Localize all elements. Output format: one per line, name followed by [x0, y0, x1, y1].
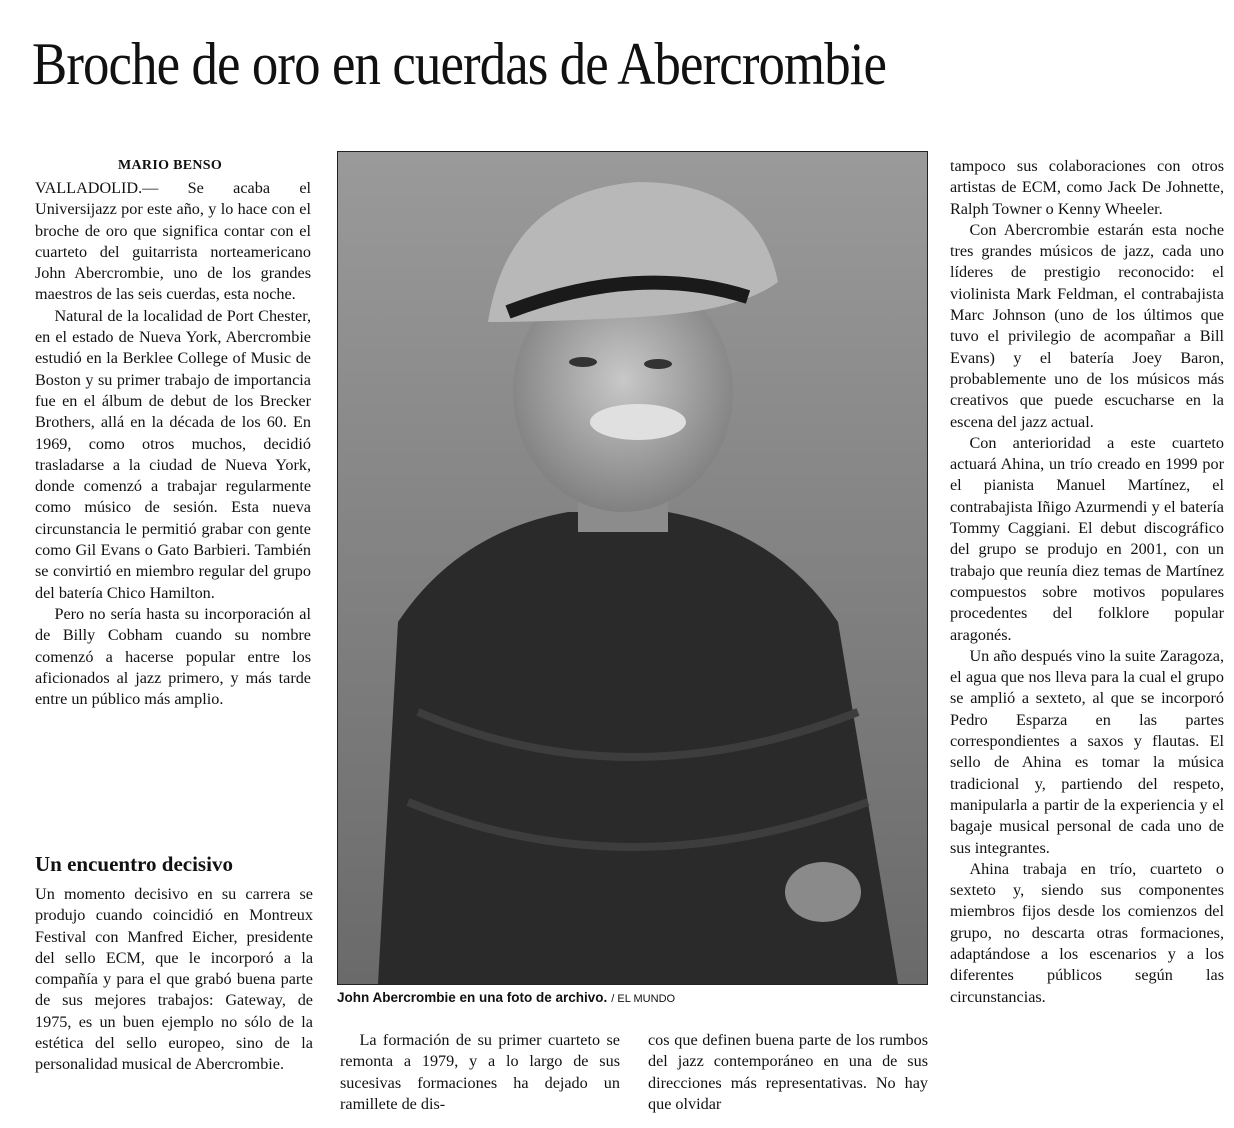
paragraph: Un año después vino la suite Zaragoza, el agua que nos lleva para la cual el grupo se amplió a sexteto, al que se incorporó Pedro Esparza en las partes correspondientes a saxos y flautas. El sello de Ahina es tomar la música tradicional y, partiendo del respeto, manipularla a partir de la experiencia y el bagaje musical personal de cada uno de sus integrantes. — [950, 646, 1224, 857]
photo-credit: / EL MUNDO — [611, 993, 676, 1005]
subheading: Un encuentro decisivo — [35, 852, 233, 876]
paragraph: tampoco sus colaboraciones con otros artistas de ECM, como Jack De Johnette, Ralph Towner o Kenny Wheeler. — [950, 157, 1224, 218]
headline: Broche de oro en cuerdas de Abercrombie — [32, 31, 887, 97]
paragraph: Un momento decisivo en su carrera se produjo cuando coincidió en Montreux Festival con Manfred Eicher, presidente del sello ECM, que le incorporó a la compañía y para el que grabó buena parte de sus mejores trabajos: Gateway, de 1975, es un buen ejemplo no sólo de la estética del sello europeo, sino de la personalidad musical de Abercrombie. — [35, 885, 313, 1074]
paragraph: cos que definen buena parte de los rumbos del jazz contemporáneo en una de sus direcciones más representativas. No hay que olvidar — [648, 1031, 928, 1113]
paragraph: Con anterioridad a este cuarteto actuará Ahina, un trío creado en 1999 por el pianista Manuel Martínez, el contrabajista Iñigo Azurmendi y el batería Tommy Caggiani. El debut discográfico del grupo se produjo en 2001, con un trabajo que reunía diez temas de Martínez compuestos sobre motivos populares procedentes del folklore popular aragonés. — [950, 433, 1224, 644]
column-1 — [35, 178, 311, 710]
paragraph-text: Se acaba el Universijazz por este año, y lo hace con el broche de oro que significa contar con el cuarteto del guitarrista norteamericano John Abercrombie, uno de los grandes maestros de las seis cuerdas, esta noche. — [35, 179, 312, 304]
dateline: VALLADOLID.— — [35, 179, 159, 197]
paragraph: Ahina trabaja en trío, cuarteto o sexteto y, siendo sus componentes miembros fijos desde los comienzos del grupo, no descarta otras formaciones, adaptándose a los escenarios y a los diferentes públicos según las circunstancias. — [950, 859, 1224, 1006]
caption-text: John Abercrombie en una foto de archivo. — [337, 990, 608, 1005]
column-1-continued — [35, 884, 313, 1076]
paragraph — [35, 178, 311, 306]
paragraph: Pero no sería hasta su incorporación al de Billy Cobham cuando su nombre comenzó a hacerse popular entre los aficionados al jazz primero, y más tarde entre un público más amplio. — [35, 604, 311, 709]
paragraph: La formación de su primer cuarteto se remonta a 1979, y a lo largo de sus sucesivas formaciones ha dejado un ramillete de dis- — [340, 1031, 620, 1113]
photo-caption — [337, 990, 927, 1005]
paragraph: Natural de la localidad de Port Chester, en el estado de Nueva York, Abercrombie estudió en la Berklee College of Music de Boston y su primer trabajo de importancia fue en el álbum de debut de los Brecker Brothers, allá en la década de los 60. En 1969, como otros muchos, decidió trasladarse a la ciudad de Nueva York, donde comenzó a trabajar regularmente como músico de sesión. Esta nueva circunstancia le permitió grabar con gente como Gil Evans o Gato Barbieri. También se convirtió en miembro regular del grupo del batería Chico Hamilton. — [35, 306, 311, 602]
column-2 — [340, 1030, 620, 1115]
byline: MARIO BENSO — [118, 158, 223, 173]
paragraph: Con Abercrombie estarán esta noche tres grandes músicos de jazz, cada uno líderes de prestigio reconocido: el violinista Mark Feldman, el contrabajista Marc Johnson (uno de los últimos que tuvo el privilegio de acompañar a Bill Evans) y el batería Joey Baron, probablemente uno de los músicos más creativos que puede escucharse en la escena del jazz actual. — [950, 220, 1224, 431]
portrait-illustration — [338, 152, 927, 984]
column-3 — [648, 1030, 928, 1115]
article-photo — [337, 151, 928, 985]
column-4 — [950, 156, 1224, 1126]
